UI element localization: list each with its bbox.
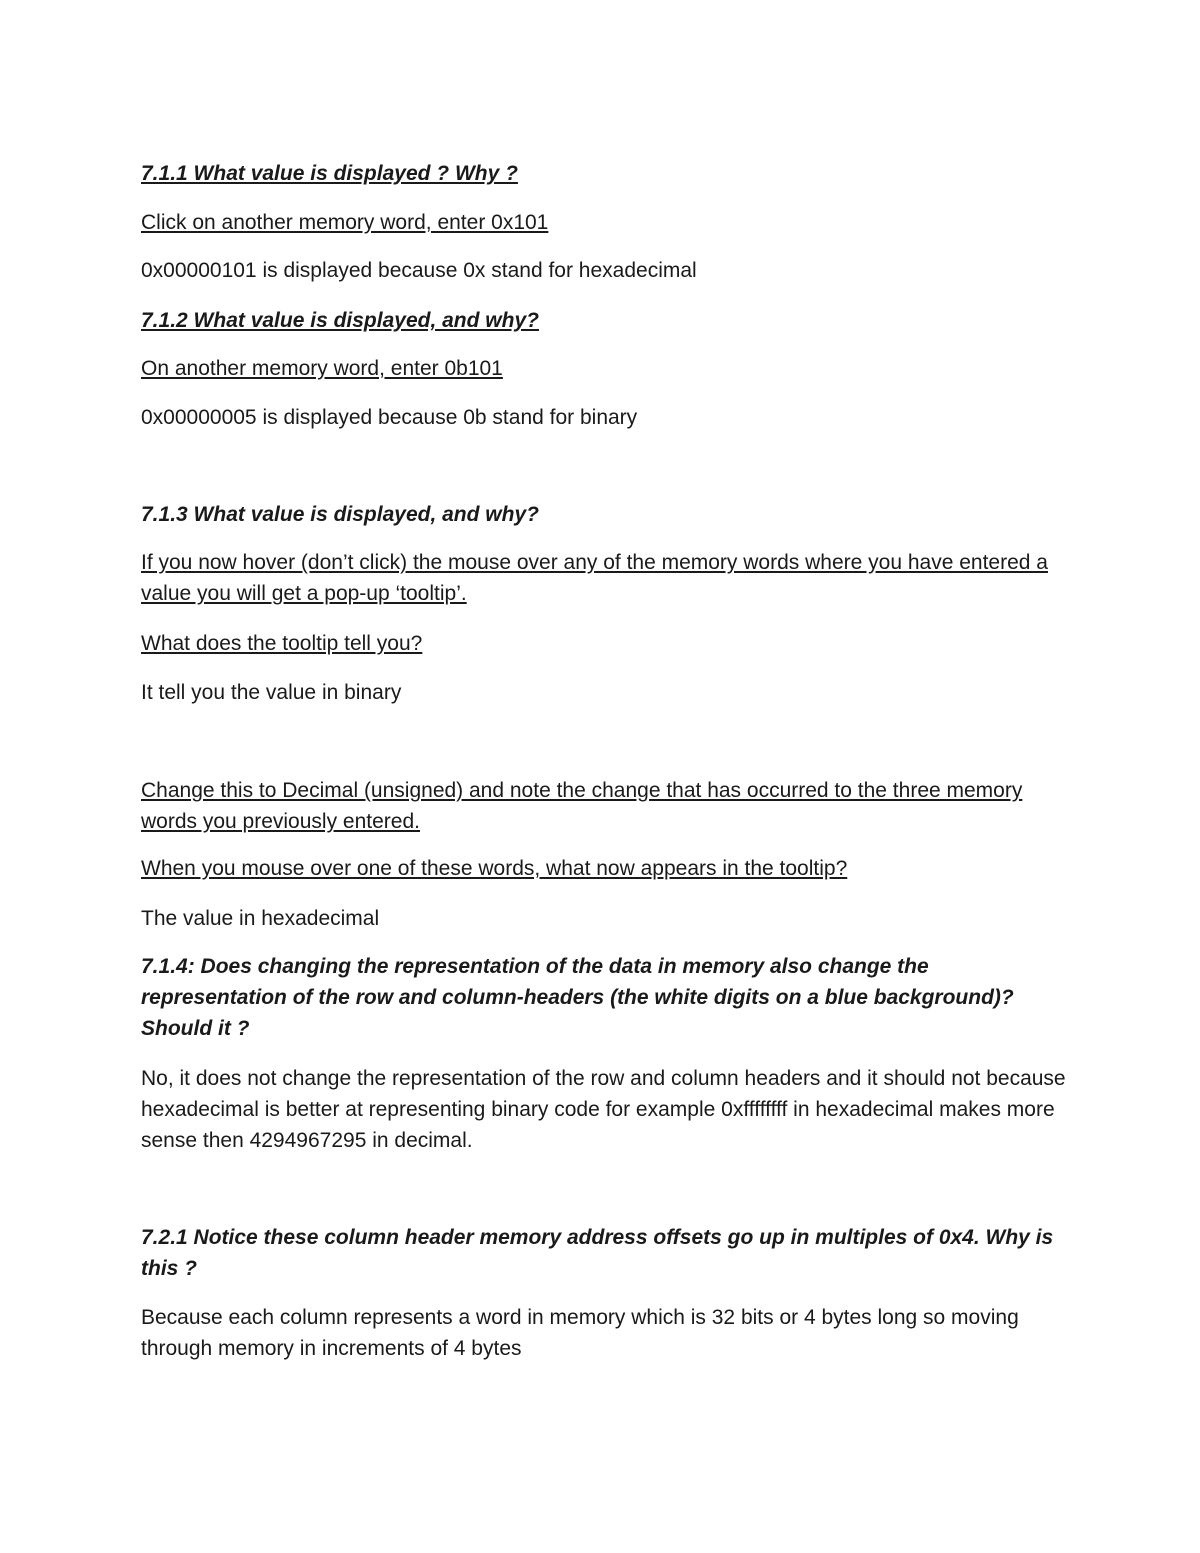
question-7-1-2: 7.1.2 What value is displayed, and why?	[141, 309, 539, 332]
answer-7-1-3-hexadecimal: The value in hexadecimal	[141, 907, 380, 930]
question-7-1-1: 7.1.1 What value is displayed ? Why ?	[141, 162, 518, 185]
instruction-7-1-3-hover: If you now hover (don’t click) the mouse over any of the memory words where you have entered a value you will get a pop-up ‘tooltip’.	[141, 551, 1048, 605]
instruction-7-1-3-decimal: Change this to Decimal (unsigned) and note the change that has occurred to the three memory words you previously entered.	[141, 779, 1023, 833]
instruction-7-1-3-tooltip: What does the tooltip tell you?	[141, 632, 423, 655]
answer-7-1-2: 0x00000005 is displayed because 0b stand for binary	[141, 406, 638, 429]
question-7-1-4: 7.1.4: Does changing the representation of the data in memory also change the representation of the row and column-headers (the white digits on a blue background)? Should it ?	[141, 955, 1014, 1040]
question-7-2-1: 7.2.1 Notice these column header memory address offsets go up in multiples of 0x4. Why is this ?	[141, 1226, 1054, 1280]
answer-7-1-1: 0x00000101 is displayed because 0x stand for hexadecimal	[141, 259, 697, 282]
instruction-7-1-2: On another memory word, enter 0b101	[141, 357, 503, 380]
answer-7-1-3-binary: It tell you the value in binary	[141, 681, 402, 704]
answer-7-1-4: No, it does not change the representation of the row and column headers and it should not because hexadecimal is better at representing binary code for example 0xffffffff in hexadecimal makes more sense then 4294967295 in decimal.	[141, 1067, 1066, 1152]
instruction-7-1-3-mouse-over: When you mouse over one of these words, what now appears in the tooltip?	[141, 857, 848, 880]
question-7-1-3: 7.1.3 What value is displayed, and why?	[141, 503, 539, 526]
instruction-7-1-1: Click on another memory word, enter 0x101	[141, 211, 549, 234]
answer-7-2-1: Because each column represents a word in memory which is 32 bits or 4 bytes long so moving through memory in increments of 4 bytes	[141, 1306, 1019, 1360]
